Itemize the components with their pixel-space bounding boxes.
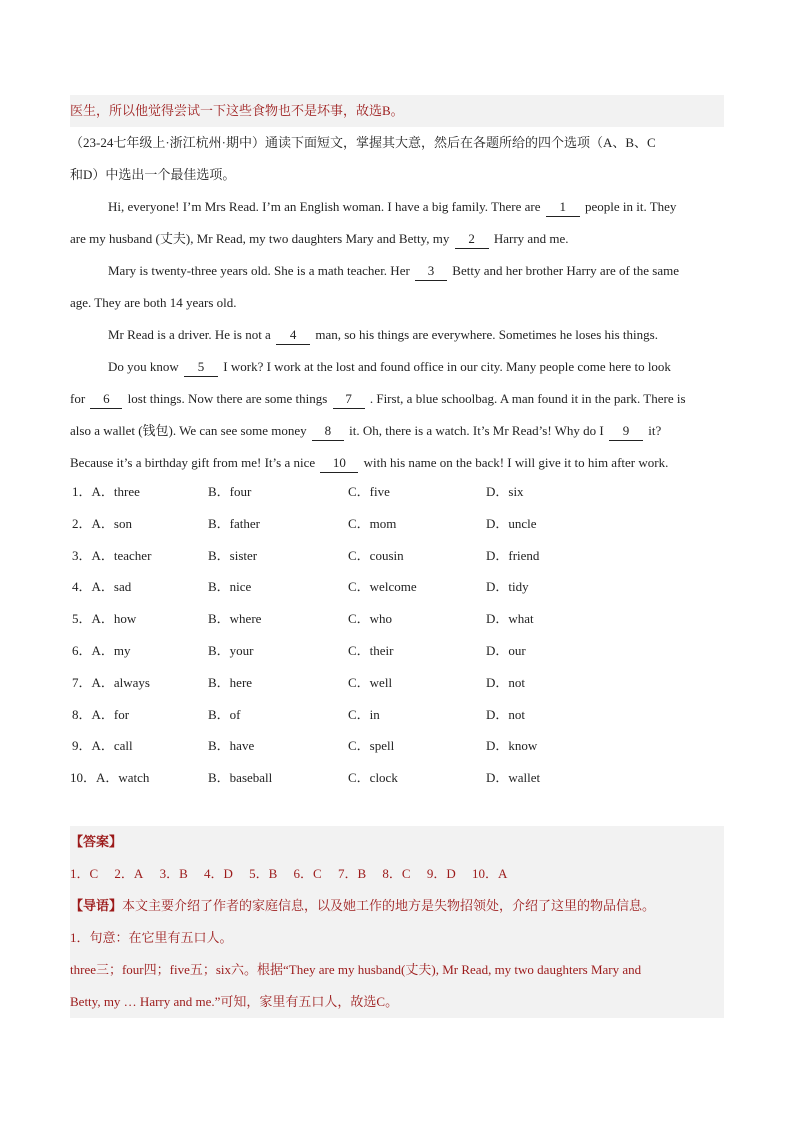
option-d[interactable]: D．six [486, 484, 524, 499]
passage-text: Betty and her brother Harry are of the same [452, 263, 679, 278]
option-c[interactable]: C．welcome [348, 579, 417, 595]
option-c[interactable]: C．five [348, 484, 390, 499]
q1-meaning: 1．句意：在它里有五口人。 [70, 930, 233, 945]
option-d[interactable]: D．our [486, 642, 526, 658]
passage-line [70, 223, 724, 255]
passage-text: I work? I work at the lost and found office in our city. Many people come here to look [223, 359, 671, 374]
passage-line [70, 191, 724, 223]
blank-2[interactable]: 2 [455, 230, 489, 249]
option-a[interactable]: 1．A．three [72, 484, 140, 499]
blank-5[interactable]: 5 [184, 358, 218, 377]
option-d[interactable]: D．not [486, 674, 526, 690]
passage-text: . First, a blue schoolbag. A man found it in the park. There is [369, 391, 686, 406]
blank-7[interactable]: 7 [333, 390, 365, 409]
passage-line [70, 383, 724, 415]
answer-item: 2．A [114, 866, 144, 881]
answer-item: 5．B [249, 866, 278, 881]
passage-text: age. They are both 14 years old. [70, 295, 237, 310]
answer-item: 10．A [471, 866, 508, 881]
option-d[interactable]: D．tidy [486, 579, 529, 595]
option-a[interactable]: 7．A．always [72, 674, 150, 690]
passage-line [70, 319, 724, 351]
answer-item: 9．D [426, 866, 456, 881]
instructions-line-2: 和D）中选出一个最佳选项。 [70, 167, 236, 182]
option-b[interactable]: B．sister [208, 547, 258, 563]
question-row [70, 603, 724, 635]
answer-section [70, 826, 724, 1018]
passage-text: it? [648, 423, 662, 438]
option-c[interactable]: C．who [348, 611, 393, 627]
passage-text: Because it’s a birthday gift from me! It’s a nice [70, 455, 316, 470]
guide-line [70, 890, 724, 922]
option-c[interactable]: C．in [348, 706, 380, 722]
answer-key [70, 858, 724, 890]
passage-text: for [70, 391, 86, 406]
question-row [70, 476, 724, 508]
option-d[interactable]: D．what [486, 611, 534, 627]
option-c[interactable]: C．mom [348, 515, 397, 531]
question-row [70, 699, 724, 731]
passage-line [70, 447, 724, 479]
passage-line [70, 351, 724, 383]
option-d[interactable]: D．uncle [486, 515, 537, 531]
passage-text: people in it. They [584, 199, 677, 214]
passage-text: lost things. Now there are some things [127, 391, 328, 406]
passage-text: it. Oh, there is a watch. It’s Mr Read’s! Why do I [349, 423, 604, 438]
question-row [70, 540, 724, 572]
blank-4[interactable]: 4 [276, 326, 310, 345]
passage-text: Mr Read is a driver. He is not a [108, 327, 271, 342]
option-c[interactable]: C．well [348, 674, 393, 690]
option-a[interactable]: 2．A．son [72, 515, 132, 531]
guide-text: 本文主要介绍了作者的家庭信息，以及她工作的地方是失物招领处，介绍了这里的物品信息。 [122, 898, 656, 913]
option-d[interactable]: D．friend [486, 547, 540, 563]
option-b[interactable]: B．nice [208, 579, 252, 595]
answer-heading: 【答案】 [70, 834, 123, 849]
blank-1[interactable]: 1 [546, 198, 580, 217]
option-b[interactable]: B．baseball [208, 770, 273, 786]
question-row [70, 762, 724, 794]
question-row [70, 508, 724, 540]
passage-text: with his name on the back! I will give it to him after work. [363, 455, 669, 470]
passage-text: man, so his things are everywhere. Sometimes he loses his things. [315, 327, 658, 342]
option-d[interactable]: D．wallet [486, 770, 541, 786]
option-c[interactable]: C．spell [348, 738, 395, 754]
q1-explanation-line-2: Betty, my … Harry and me.”可知，家里有五口人，故选C。 [70, 994, 399, 1009]
instructions-line-1: （23-24七年级上·浙江杭州·期中）通读下面短文，掌握其大意，然后在各题所给的四个选项（A、B、C [70, 135, 656, 150]
answer-item: 4．D [203, 866, 233, 881]
option-b[interactable]: B．your [208, 642, 254, 658]
question-row [70, 730, 724, 762]
blank-9[interactable]: 9 [609, 422, 643, 441]
option-a[interactable]: 3．A．teacher [72, 547, 152, 563]
answer-item: 1．C [70, 866, 99, 881]
passage-line [70, 287, 724, 319]
answer-item: 8．C [382, 866, 411, 881]
guide-label: 【导语】 [70, 898, 123, 913]
passage-line [70, 415, 724, 447]
blank-10[interactable]: 10 [320, 454, 358, 473]
passage-line [70, 255, 724, 287]
question-row [70, 571, 724, 603]
option-b[interactable]: B．of [208, 706, 241, 722]
option-a[interactable]: 10．A．watch [70, 770, 150, 786]
option-c[interactable]: C．cousin [348, 547, 404, 563]
option-b[interactable]: B．here [208, 674, 253, 690]
passage-text: also a wallet (钱包). We can see some money [70, 423, 307, 438]
answer-item: 7．B [337, 866, 367, 881]
blank-3[interactable]: 3 [415, 262, 447, 281]
passage-text: are my husband (丈夫), Mr Read, my two daughters Mary and Betty, my [70, 231, 450, 246]
previous-explanation-note: 医生，所以他觉得尝试一下这些食物也不是坏事，故选B。 [70, 95, 724, 127]
option-c[interactable]: C．clock [348, 770, 398, 786]
option-d[interactable]: D．know [486, 738, 538, 754]
answer-item: 3．B [159, 866, 188, 881]
blank-8[interactable]: 8 [312, 422, 344, 441]
option-b[interactable]: B．father [208, 515, 260, 531]
option-b[interactable]: B．have [208, 738, 255, 754]
passage-text: Mary is twenty-three years old. She is a math teacher. Her [108, 263, 410, 278]
answer-item: 6．C [293, 866, 322, 881]
option-b[interactable]: B．where [208, 611, 262, 627]
option-a[interactable]: 4．A．sad [72, 579, 132, 595]
question-row [70, 635, 724, 667]
passage-text: Harry and me. [493, 231, 569, 246]
option-a[interactable]: 5．A．how [72, 611, 137, 627]
passage-text: Do you know [108, 359, 179, 374]
option-a[interactable]: 6．A．my [72, 642, 131, 658]
question-options [70, 476, 724, 794]
blank-6[interactable]: 6 [90, 390, 122, 409]
option-d[interactable]: D．not [486, 706, 526, 722]
q1-explanation-line-1: three三；four四；five五；six六。根据“They are my husband(丈夫), Mr Read, my two daughters Mary and [70, 962, 642, 977]
passage-text: Hi, everyone! I’m Mrs Read. I’m an English woman. I have a big family. There are [108, 199, 541, 214]
passage [70, 191, 724, 479]
option-a[interactable]: 8．A．for [72, 706, 130, 722]
question-row [70, 667, 724, 699]
option-a[interactable]: 9．A．call [72, 738, 133, 754]
option-c[interactable]: C．their [348, 642, 394, 658]
option-b[interactable]: B．four [208, 484, 252, 499]
instructions [70, 127, 724, 191]
